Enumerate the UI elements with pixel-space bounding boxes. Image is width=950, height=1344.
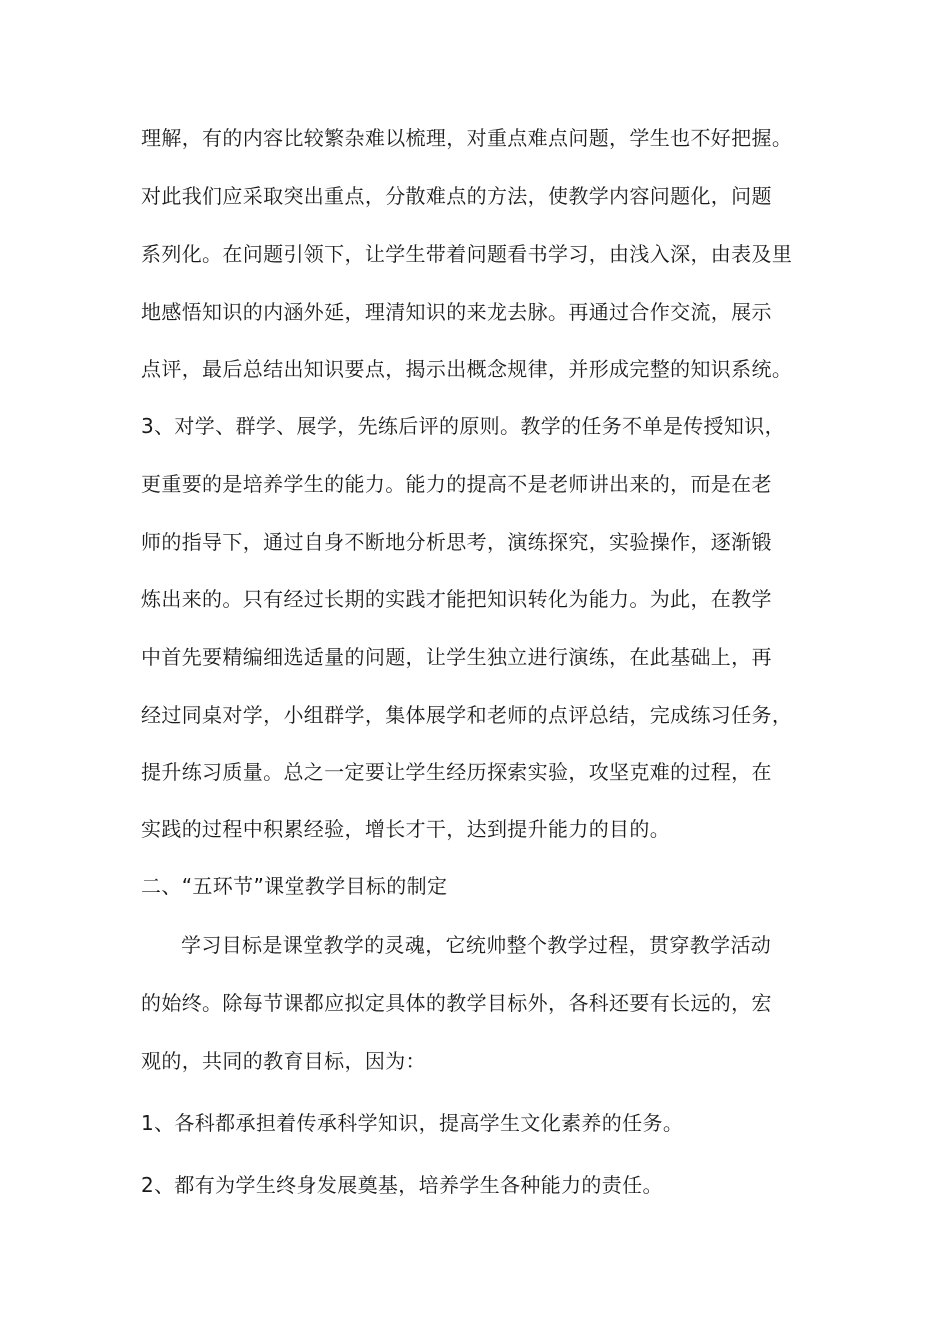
- text-line-16: 的始终。除每节课都应拟定具体的教学目标外，各科还要有长远的，宏: [141, 991, 772, 1015]
- text-line-10: 中首先要精编细选适量的问题，让学生独立进行演练，在此基础上，再: [141, 645, 772, 669]
- text-line-7: 更重要的是培养学生的能力。能力的提高不是老师讲出来的，而是在老: [141, 472, 772, 496]
- list-item-2: 2、都有为学生终身发展奠基，培养学生各种能力的责任。: [141, 1173, 663, 1197]
- text-line-11: 经过同桌对学，小组群学，集体展学和老师的点评总结，完成练习任务，: [141, 703, 793, 727]
- text-line-4: 地感悟知识的内涵外延，理清知识的来龙去脉。再通过合作交流，展示: [141, 300, 772, 324]
- text-line-2: 对此我们应采取突出重点，分散难点的方法，使教学内容问题化，问题: [141, 184, 772, 208]
- list-item-1: 1、各科都承担着传承科学知识，提高学生文化素养的任务。: [141, 1111, 684, 1135]
- text-line-6: 3、对学、群学、展学，先练后评的原则。教学的任务不单是传授知识，: [141, 414, 785, 438]
- text-line-15: 学习目标是课堂教学的灵魂，它统帅整个教学过程，贯穿教学活动: [181, 933, 772, 957]
- text-line-13: 实践的过程中积累经验，增长才干，达到提升能力的目的。: [141, 817, 671, 841]
- text-line-5: 点评，最后总结出知识要点，揭示出概念规律，并形成完整的知识系统。: [141, 357, 793, 381]
- text-line-12: 提升练习质量。总之一定要让学生经历探索实验，攻坚克难的过程，在: [141, 760, 772, 784]
- text-line-9: 炼出来的。只有经过长期的实践才能把知识转化为能力。为此，在教学: [141, 587, 772, 611]
- section-heading: 二、“五环节”课堂教学目标的制定: [141, 874, 448, 898]
- text-line-17: 观的，共同的教育目标，因为：: [141, 1049, 426, 1073]
- text-line-3: 系列化。在问题引领下，让学生带着问题看书学习，由浅入深，由表及里: [141, 242, 793, 266]
- text-line-1: 理解，有的内容比较繁杂难以梳理，对重点难点问题，学生也不好把握。: [141, 126, 793, 150]
- text-line-8: 师的指导下，通过自身不断地分析思考，演练探究，实验操作，逐渐锻: [141, 530, 772, 554]
